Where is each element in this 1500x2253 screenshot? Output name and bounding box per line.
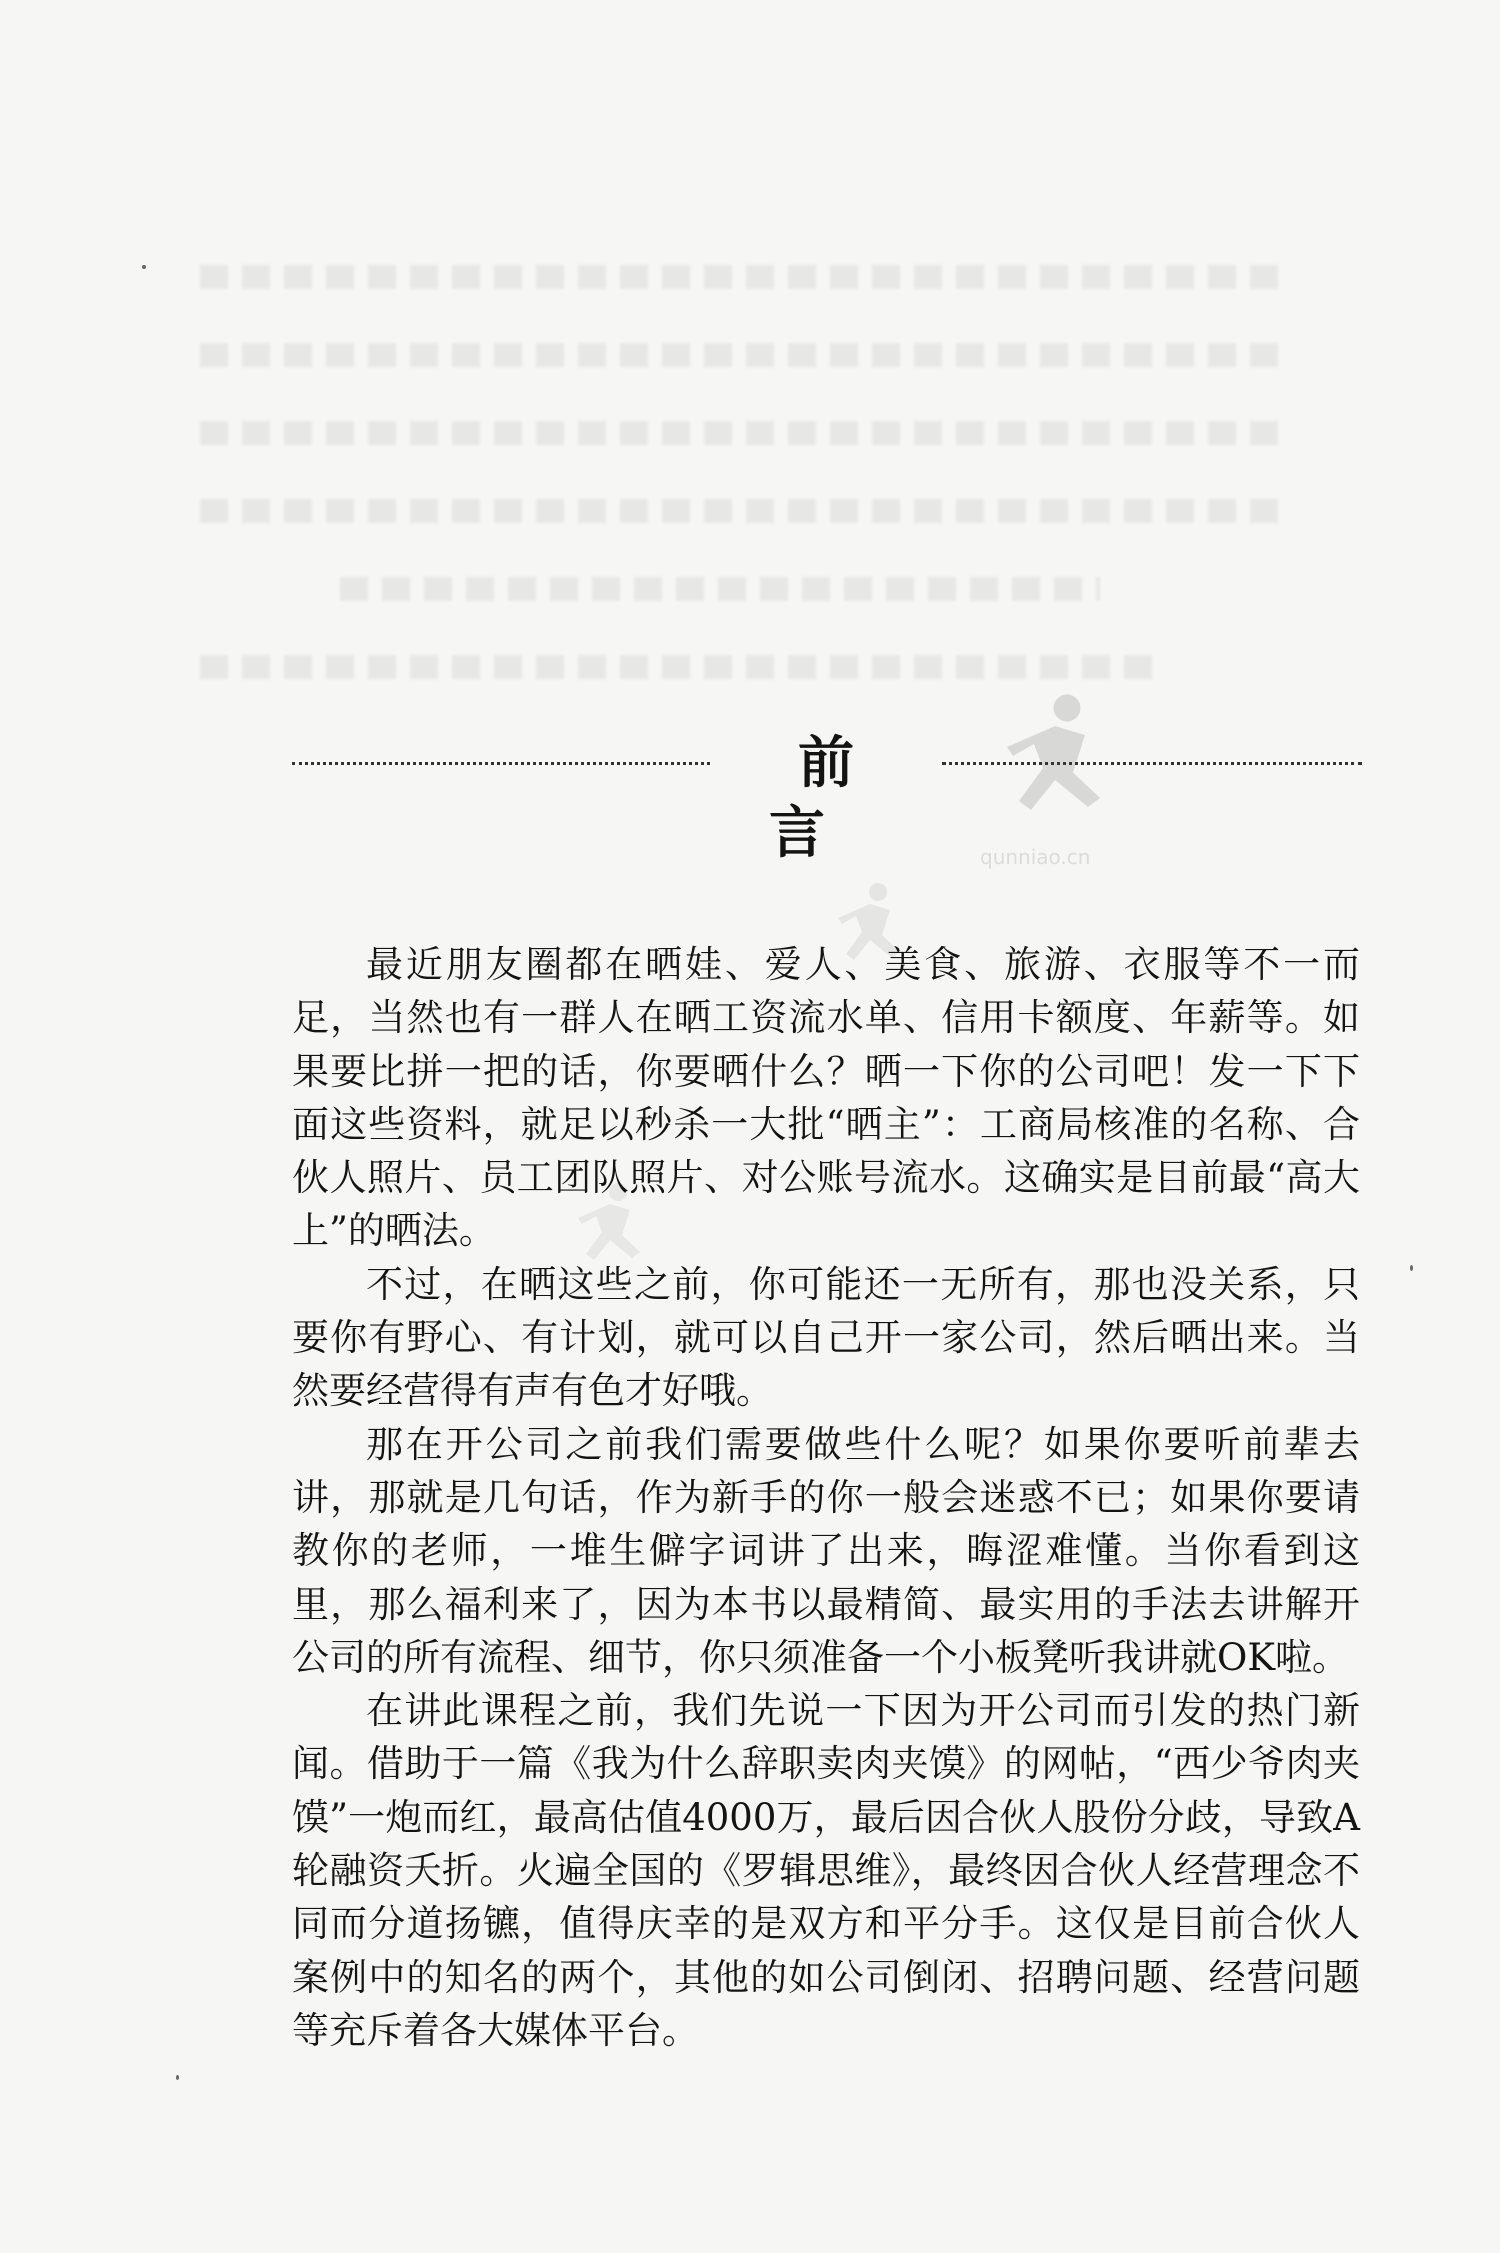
paragraph-4: 在讲此课程之前，我们先说一下因为开公司而引发的热门新闻。借助于一篇《我为什么辞职卖肉夹馍》的网帖，“西少爷肉夹馍”一炮而红，最高估值4000万，最后因合伙人股份分歧，导致A轮融资夭折。火遍全国的《罗辑思维》，最终因合伙人经营理念不同而分道扬镳，值得庆幸的是双方和平分手。这仅是目前合伙人案例中的知名的两个，其他的如公司倒闭、招聘问题、经营问题等充斥着各大媒体平台。 — [292, 1689, 1360, 2052]
preface-body — [292, 938, 1360, 2057]
paragraph-1: 最近朋友圈都在晒娃、爱人、美食、旅游、衣服等不一而足，当然也有一群人在晒工资流水单、信用卡额度、年薪等。如果要比拼一把的话，你要晒什么？晒一下你的公司吧！发一下下面这些资料，就足以秒杀一大批“晒主”：工商局核准的名称、合伙人照片、员工团队照片、对公账号流水。这确实是目前最“高大上”的晒法。 — [292, 943, 1360, 1253]
scan-speck — [142, 265, 146, 269]
dotted-rule-left — [292, 762, 710, 765]
paragraph-2: 不过，在晒这些之前，你可能还一无所有，那也没关系，只要你有野心、有计划，就可以自己开一家公司，然后晒出来。当然要经营得有声有色才好哦。 — [292, 1262, 1360, 1413]
bleed-through-text — [200, 265, 1300, 695]
runner-icon — [980, 690, 1130, 840]
scan-speck — [1410, 1265, 1413, 1271]
scan-speck — [176, 2075, 179, 2080]
page-heading: 前言 — [769, 730, 912, 866]
watermark — [980, 690, 1160, 890]
watermark-text: qunniao.cn — [980, 845, 1091, 869]
paragraph-3: 那在开公司之前我们需要做些什么呢？如果你要听前辈去讲，那就是几句话，作为新手的你一般会迷惑不已；如果你要请教你的老师，一堆生僻字词讲了出来，晦涩难懂。当你看到这里，那么福利来了，因为本书以最精简、最实用的手法去讲解开公司的所有流程、细节，你只须准备一个小板凳听我讲就OK啦。 — [292, 1422, 1360, 1679]
